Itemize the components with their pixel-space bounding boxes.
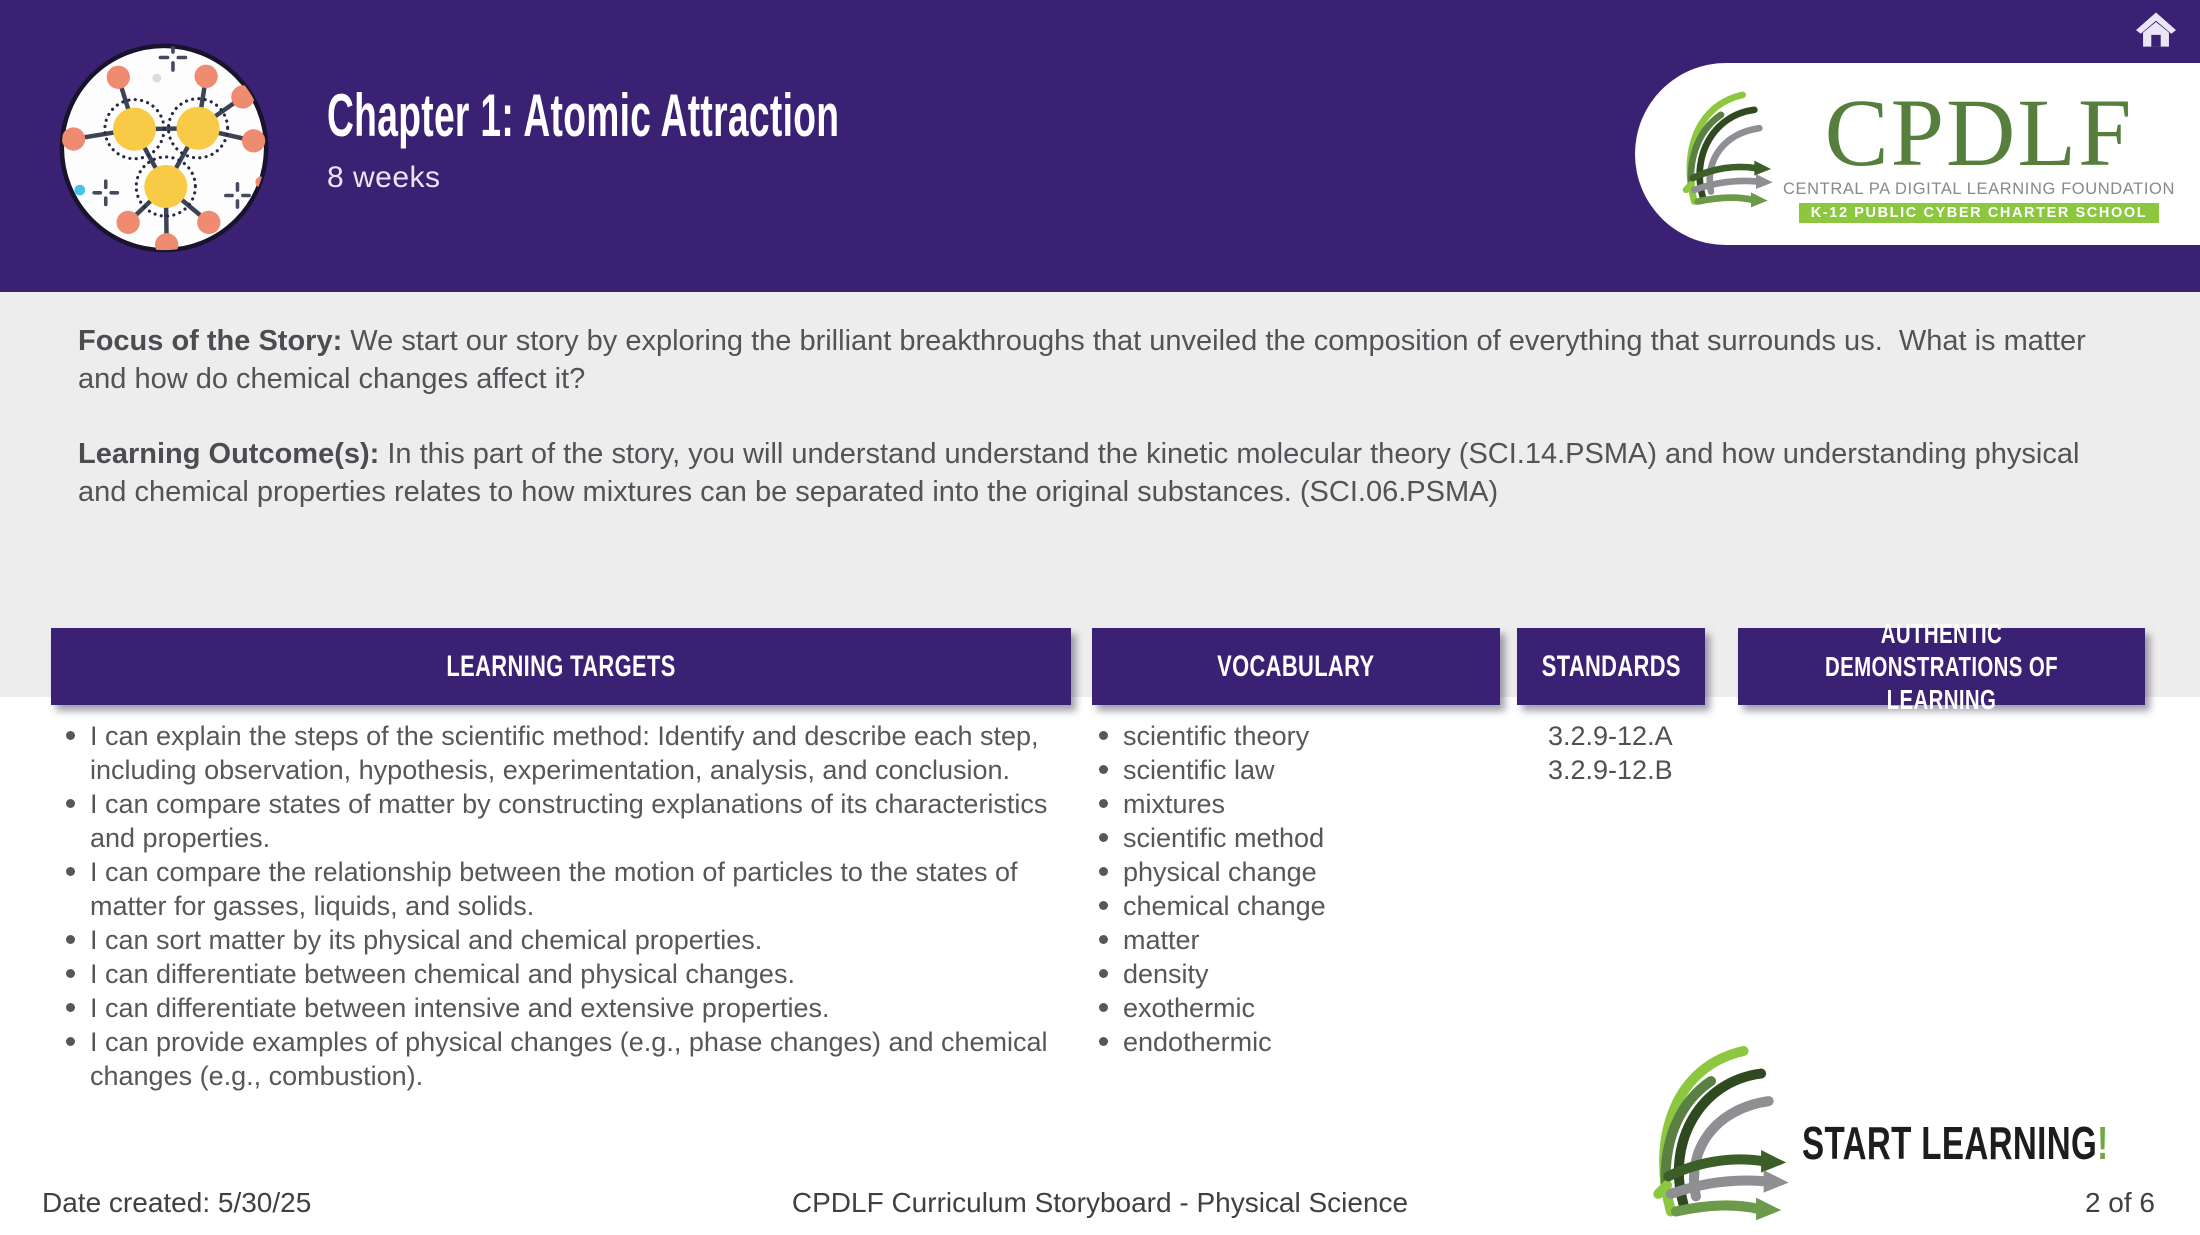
column-header-standards: STANDARDS [1517, 628, 1705, 705]
atom-illustration [52, 36, 276, 260]
outcome-paragraph [78, 435, 2095, 511]
intro-section [0, 292, 2200, 511]
column-header-vocabulary: VOCABULARY [1092, 628, 1500, 705]
vocabulary-item: endothermic [1097, 1025, 1505, 1059]
learning-target-item: I can sort matter by its physical and chemical properties. [64, 923, 1084, 957]
header-text-block [327, 84, 1153, 195]
footer-page-indicator: 2 of 6 [2084, 1187, 2155, 1218]
green-exclamation: ! [2097, 1117, 2109, 1169]
vocabulary-item: physical change [1097, 855, 1505, 889]
home-button[interactable] [2134, 10, 2178, 50]
vocabulary-item: scientific law [1097, 753, 1505, 787]
learning-target-item: I can explain the steps of the scientific method: Identify and describe each step, including observation, hypothesis, experimentation, analysis, and conclusion. [64, 719, 1084, 787]
logo-org-name: CENTRAL PA DIGITAL LEARNING FOUNDATION [1783, 180, 2175, 199]
page-title: Chapter 1: Atomic Attraction [327, 82, 840, 149]
focus-text: We start our story by exploring the brilliant breakthroughs that unveiled the composition of everything that surrounds us. What is matter and how do chemical changes affect it? [78, 325, 2094, 395]
learning-target-item: I can compare states of matter by constructing explanations of its characteristics and properties. [64, 787, 1084, 855]
vocabulary-item: scientific method [1097, 821, 1505, 855]
column-header-authentic-demonstrations: AUTHENTIC DEMONSTRATIONS OF LEARNING [1738, 628, 2145, 705]
standard-item: 3.2.9-12.A [1548, 721, 1673, 751]
school-logo [1635, 63, 2200, 245]
vocabulary-item: exothermic [1097, 991, 1505, 1025]
focus-label: Focus of the Story: [78, 325, 343, 357]
standards-list [1522, 713, 1736, 1093]
logo-text-block [1783, 78, 2175, 223]
outcome-text: In this part of the story, you will understand understand the kinetic molecular theory (SCI.14.PSMA) and how understanding physical and chemical properties relates to how mixtures can be separated into the original substances. (SCI.06.PSMA) [78, 438, 2088, 508]
vocabulary-item: scientific theory [1097, 719, 1505, 753]
vocabulary-item: mixtures [1097, 787, 1505, 821]
table-body-row [51, 713, 2176, 1093]
logo-acronym: CPDLF [1824, 78, 2134, 186]
outcome-label: Learning Outcome(s): [78, 438, 380, 470]
authentic-demonstrations-cell [1769, 713, 2176, 1093]
vocabulary-item: chemical change [1097, 889, 1505, 923]
focus-paragraph [78, 322, 2095, 398]
vocabulary-list [1084, 713, 1505, 1093]
header-banner [0, 0, 2200, 292]
swoosh-arrows-icon [1681, 88, 1781, 220]
column-header-learning-targets: LEARNING TARGETS [51, 628, 1071, 705]
standard-item: 3.2.9-12.B [1548, 755, 1673, 785]
learning-target-item: I can provide examples of physical changes (e.g., phase changes) and chemical changes (e.g., combustion). [64, 1025, 1084, 1093]
learning-targets-list [51, 713, 1084, 1093]
duration-label: 8 weeks [327, 161, 441, 194]
footer-document-title: CPDLF Curriculum Storyboard - Physical Science [791, 1187, 1409, 1218]
footer-date-created: Date created: 5/30/25 [42, 1187, 312, 1218]
learning-target-item: I can differentiate between intensive and extensive properties. [64, 991, 1084, 1025]
learning-target-item: I can compare the relationship between the motion of particles to the states of matter for gasses, liquids, and solids. [64, 855, 1084, 923]
vocabulary-item: density [1097, 957, 1505, 991]
home-icon [2136, 11, 2176, 47]
logo-tagline-banner: K-12 PUBLIC CYBER CHARTER SCHOOL [1799, 203, 2159, 223]
vocabulary-item: matter [1097, 923, 1505, 957]
table-header-row [51, 618, 2145, 715]
start-learning-label: START LEARNING! [1802, 1117, 2109, 1169]
learning-target-item: I can differentiate between chemical and physical changes. [64, 957, 1084, 991]
